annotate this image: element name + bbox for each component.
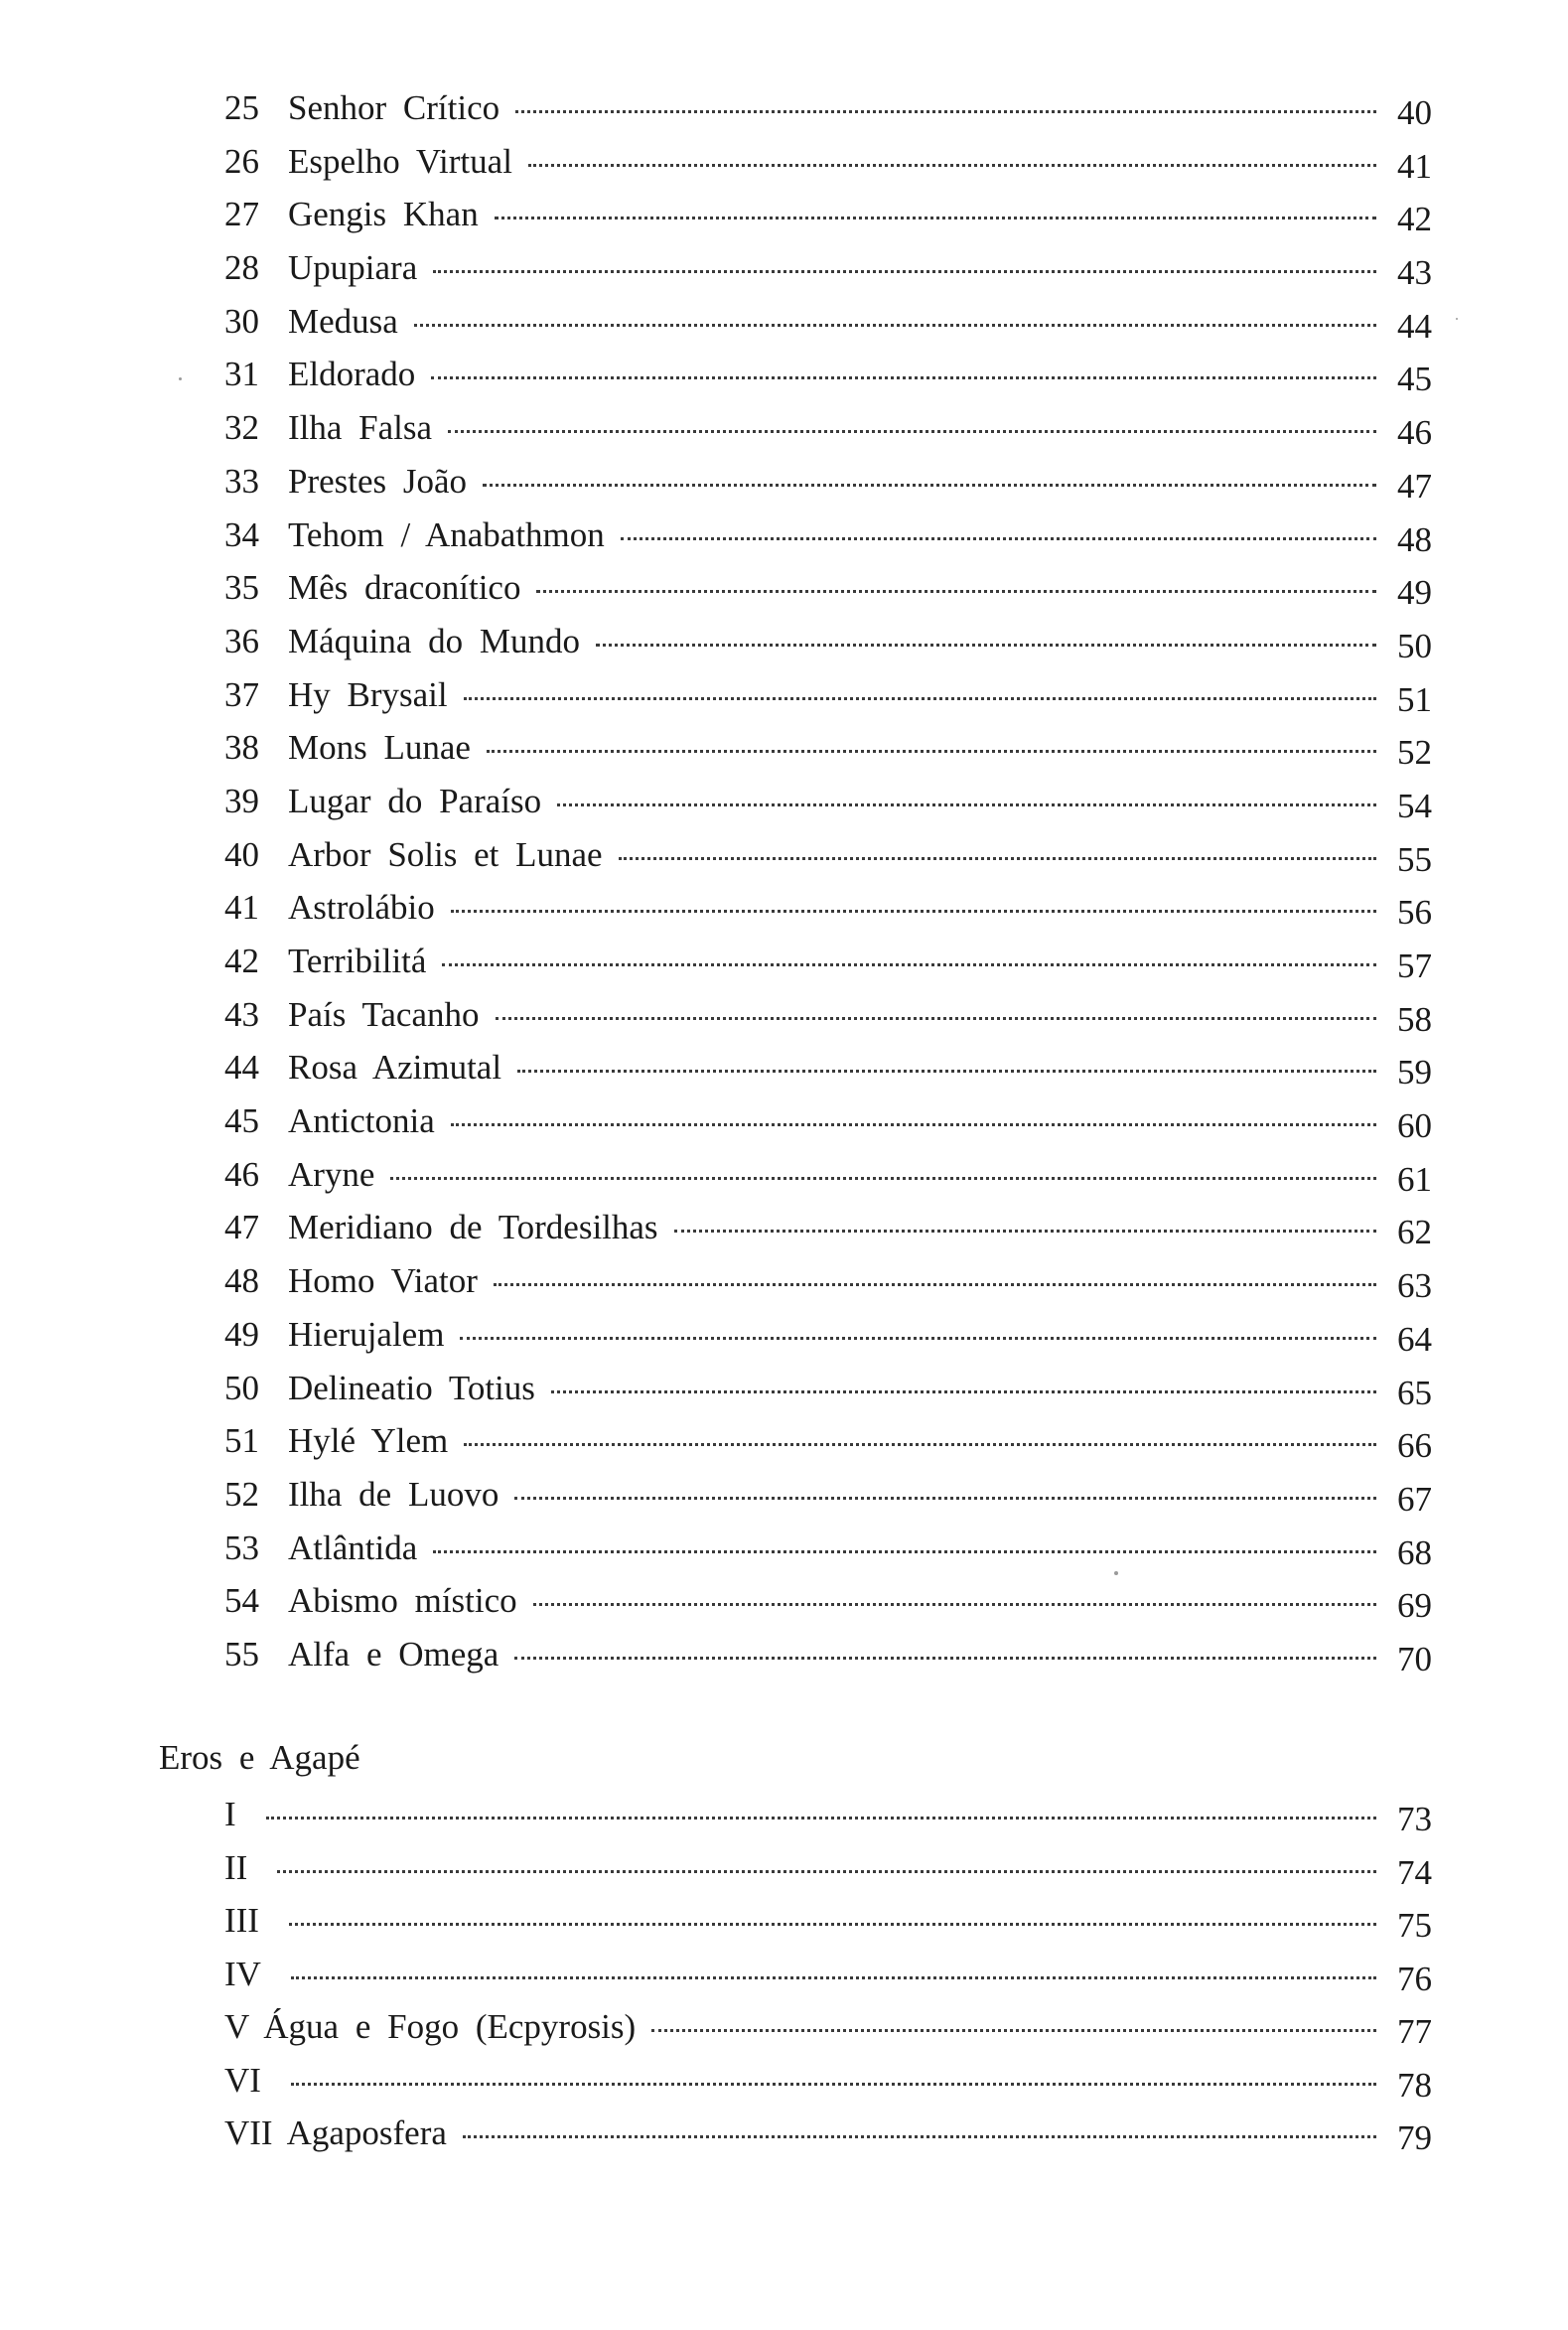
dot-leader bbox=[494, 1283, 1376, 1286]
toc-entry bbox=[224, 615, 1432, 668]
dot-leader bbox=[451, 910, 1376, 913]
toc-entry-number: 54 bbox=[224, 1581, 259, 1621]
toc-entry-page-number: 67 bbox=[1397, 1479, 1432, 1519]
toc-entry-number: 35 bbox=[224, 568, 259, 608]
dot-leader bbox=[442, 963, 1376, 966]
toc-entry-number: 44 bbox=[224, 1048, 259, 1088]
toc-entry-page-number: 45 bbox=[1397, 360, 1432, 399]
dot-leader bbox=[651, 2029, 1376, 2032]
dot-leader bbox=[464, 697, 1376, 700]
dot-leader bbox=[619, 857, 1376, 860]
dot-leader bbox=[621, 537, 1376, 540]
toc-entry-title: Espelho Virtual bbox=[288, 141, 512, 181]
toc-entry-title: Upupiara bbox=[288, 248, 418, 288]
toc-entry-page-number: 41 bbox=[1397, 146, 1432, 186]
toc-entry bbox=[224, 1788, 1432, 1841]
toc-entry-page-number: 42 bbox=[1397, 200, 1432, 239]
toc-entry-page-number: 69 bbox=[1397, 1586, 1432, 1626]
dot-leader bbox=[463, 2135, 1376, 2138]
toc-entry bbox=[224, 881, 1432, 935]
dot-leader bbox=[291, 2083, 1376, 2086]
toc-entry-number: 42 bbox=[224, 942, 259, 980]
toc-entry-title: Ilha de Luovo bbox=[288, 1474, 499, 1514]
dot-leader bbox=[289, 1923, 1376, 1926]
toc-entry-title: Antictonia bbox=[288, 1101, 435, 1141]
dot-leader bbox=[517, 1070, 1376, 1073]
toc-entry-number: 53 bbox=[224, 1528, 259, 1567]
toc-entry bbox=[224, 295, 1432, 349]
dot-leader bbox=[557, 803, 1376, 806]
dot-leader bbox=[460, 1337, 1376, 1340]
toc-entry bbox=[224, 1201, 1432, 1254]
toc-entry bbox=[224, 988, 1432, 1042]
toc-entry-number: VI bbox=[224, 2060, 261, 2100]
toc-entry-number: V bbox=[224, 2007, 250, 2046]
toc-entry-title: Eldorado bbox=[288, 355, 416, 394]
toc-entry-title: Hy Brysail bbox=[288, 674, 448, 714]
toc-entry bbox=[224, 135, 1432, 189]
toc-entry-number: 55 bbox=[224, 1634, 259, 1674]
toc-entry bbox=[224, 668, 1432, 722]
toc-entry bbox=[224, 401, 1432, 455]
toc-entry-number: 51 bbox=[224, 1421, 259, 1461]
toc-entry-number: 27 bbox=[224, 195, 259, 234]
dot-leader bbox=[536, 590, 1376, 593]
toc-entry-title: Ilha Falsa bbox=[288, 408, 433, 448]
dot-leader bbox=[674, 1230, 1376, 1233]
toc-entry bbox=[224, 1094, 1432, 1148]
toc-entry-page-number: 50 bbox=[1397, 626, 1432, 665]
toc-entry-page-number: 49 bbox=[1397, 573, 1432, 613]
toc-entry-number: 39 bbox=[224, 781, 259, 820]
toc-entry-title: Atlântida bbox=[288, 1528, 418, 1567]
section-heading: Eros e Agapé bbox=[159, 1738, 360, 1777]
table-of-contents bbox=[224, 81, 1432, 1681]
toc-entry-page-number: 77 bbox=[1397, 2012, 1432, 2051]
dot-leader bbox=[291, 1976, 1376, 1979]
toc-entry-number: III bbox=[224, 1901, 259, 1940]
toc-entry-title: Alfa e Omega bbox=[288, 1634, 499, 1674]
toc-entry-title: Arbor Solis et Lunae bbox=[288, 834, 603, 874]
toc-entry-number: 45 bbox=[224, 1101, 259, 1141]
toc-entry-number: 40 bbox=[224, 834, 259, 874]
dot-leader bbox=[433, 1550, 1376, 1553]
toc-entry-number: 33 bbox=[224, 461, 259, 501]
toc-entry bbox=[224, 241, 1432, 295]
toc-entry bbox=[224, 1308, 1432, 1362]
toc-entry-page-number: 56 bbox=[1397, 893, 1432, 933]
toc-entry-title: Delineatio Totius bbox=[288, 1368, 535, 1407]
toc-entry-number: 31 bbox=[224, 355, 259, 394]
dot-leader bbox=[528, 164, 1376, 167]
toc-entry bbox=[224, 721, 1432, 775]
toc-entry-title: Senhor Crítico bbox=[288, 88, 500, 127]
toc-entry bbox=[224, 775, 1432, 828]
toc-entry bbox=[224, 1468, 1432, 1522]
toc-entry-page-number: 62 bbox=[1397, 1213, 1432, 1252]
toc-entry bbox=[224, 81, 1432, 135]
toc-entry-number: 26 bbox=[224, 141, 259, 181]
toc-entry bbox=[224, 1894, 1432, 1948]
toc-entry-page-number: 60 bbox=[1397, 1106, 1432, 1146]
toc-entry-page-number: 52 bbox=[1397, 733, 1432, 773]
toc-entry-number: 48 bbox=[224, 1261, 259, 1301]
toc-entry bbox=[224, 1254, 1432, 1308]
toc-entry-number: 46 bbox=[224, 1154, 259, 1194]
toc-entry-title: Lugar do Paraíso bbox=[288, 781, 542, 820]
toc-entry-title: Abismo místico bbox=[288, 1581, 517, 1621]
toc-entry-page-number: 54 bbox=[1397, 786, 1432, 825]
dot-leader bbox=[596, 644, 1376, 647]
toc-entry-title: Prestes João bbox=[288, 461, 468, 501]
toc-entry bbox=[224, 2107, 1432, 2160]
toc-entry-page-number: 48 bbox=[1397, 519, 1432, 559]
toc-entry-title: Tehom / Anabathmon bbox=[288, 514, 605, 554]
toc-entry-page-number: 74 bbox=[1397, 1852, 1432, 1892]
toc-entry-number: IV bbox=[224, 1954, 261, 1993]
paper-speck bbox=[1456, 318, 1458, 320]
dot-leader bbox=[514, 1497, 1376, 1500]
toc-entry-page-number: 64 bbox=[1397, 1319, 1432, 1359]
toc-entry bbox=[224, 1148, 1432, 1202]
toc-entry-page-number: 66 bbox=[1397, 1426, 1432, 1466]
toc-entry-number: 30 bbox=[224, 301, 259, 341]
dot-leader bbox=[266, 1817, 1376, 1820]
toc-entry-title: Máquina do Mundo bbox=[288, 621, 581, 660]
toc-entry-title: Medusa bbox=[288, 301, 398, 341]
dot-leader bbox=[487, 750, 1376, 753]
dot-leader bbox=[448, 430, 1376, 433]
dot-leader bbox=[390, 1177, 1376, 1180]
toc-entry-title: Mons Lunae bbox=[288, 728, 471, 768]
toc-entry-page-number: 47 bbox=[1397, 466, 1432, 506]
dot-leader bbox=[414, 324, 1376, 327]
toc-entry-title: Hylé Ylem bbox=[288, 1421, 449, 1461]
toc-entry-page-number: 78 bbox=[1397, 2065, 1432, 2105]
toc-entry-page-number: 43 bbox=[1397, 253, 1432, 293]
toc-entry bbox=[224, 2054, 1432, 2108]
dot-leader bbox=[433, 270, 1376, 273]
toc-entry-page-number: 73 bbox=[1397, 1800, 1432, 1838]
toc-entry-number: 50 bbox=[224, 1368, 259, 1407]
toc-entry-page-number: 44 bbox=[1397, 306, 1432, 346]
toc-entry-page-number: 79 bbox=[1397, 2118, 1432, 2157]
toc-entry-title: Gengis Khan bbox=[288, 195, 479, 234]
toc-entry bbox=[224, 1041, 1432, 1094]
paper-speck bbox=[179, 377, 182, 380]
toc-entry-page-number: 70 bbox=[1397, 1639, 1432, 1678]
toc-entry-title: Hierujalem bbox=[288, 1314, 445, 1354]
dot-leader bbox=[551, 1390, 1376, 1393]
toc-entry-number: 36 bbox=[224, 621, 259, 660]
dot-leader bbox=[464, 1443, 1376, 1446]
toc-entry-number: II bbox=[224, 1847, 248, 1887]
dot-leader bbox=[277, 1870, 1376, 1873]
toc-entry-title: Rosa Azimutal bbox=[288, 1048, 502, 1088]
toc-entry-number: 28 bbox=[224, 248, 259, 288]
toc-entry-title: Astrolábio bbox=[288, 888, 435, 928]
section-contents bbox=[224, 1788, 1432, 2160]
toc-entry-number: 38 bbox=[224, 728, 259, 768]
toc-entry-page-number: 40 bbox=[1397, 93, 1432, 132]
toc-entry-page-number: 46 bbox=[1397, 413, 1432, 453]
dot-leader bbox=[496, 1017, 1376, 1020]
toc-entry-page-number: 61 bbox=[1397, 1159, 1432, 1199]
toc-entry-title: País Tacanho bbox=[288, 994, 480, 1034]
paper-speck bbox=[1114, 1571, 1118, 1575]
toc-entry-number: 37 bbox=[224, 674, 259, 714]
toc-entry-number: I bbox=[224, 1795, 236, 1833]
toc-entry-number: 25 bbox=[224, 88, 259, 127]
toc-entry bbox=[224, 2000, 1432, 2054]
toc-entry-number: 34 bbox=[224, 514, 259, 554]
toc-entry-number: 47 bbox=[224, 1208, 259, 1247]
toc-entry-title: Agaposfera bbox=[286, 2113, 447, 2152]
dot-leader bbox=[431, 376, 1376, 379]
toc-entry-number: 43 bbox=[224, 994, 259, 1034]
toc-entry-number: VII bbox=[224, 2113, 273, 2152]
toc-entry-page-number: 65 bbox=[1397, 1373, 1432, 1412]
toc-entry-number: 41 bbox=[224, 888, 259, 928]
toc-entry bbox=[224, 1948, 1432, 2001]
toc-entry bbox=[224, 828, 1432, 882]
dot-leader bbox=[483, 484, 1376, 487]
toc-entry bbox=[224, 1522, 1432, 1575]
dot-leader bbox=[451, 1123, 1376, 1126]
dot-leader bbox=[495, 217, 1376, 219]
toc-entry-number: 49 bbox=[224, 1314, 259, 1354]
toc-entry bbox=[224, 1574, 1432, 1628]
toc-entry-page-number: 75 bbox=[1397, 1906, 1432, 1945]
toc-entry bbox=[224, 561, 1432, 615]
toc-entry bbox=[224, 509, 1432, 562]
toc-entry-title: Água e Fogo (Ecpyrosis) bbox=[263, 2007, 637, 2046]
toc-entry bbox=[224, 188, 1432, 241]
toc-entry-page-number: 68 bbox=[1397, 1532, 1432, 1572]
toc-entry-page-number: 51 bbox=[1397, 679, 1432, 719]
toc-entry-page-number: 57 bbox=[1397, 947, 1432, 985]
toc-entry bbox=[224, 1841, 1432, 1895]
toc-entry bbox=[224, 1362, 1432, 1415]
toc-entry bbox=[224, 1628, 1432, 1681]
toc-entry-page-number: 55 bbox=[1397, 839, 1432, 879]
dot-leader bbox=[533, 1603, 1376, 1606]
toc-entry-title: Homo Viator bbox=[288, 1261, 478, 1301]
toc-entry-title: Terribilitá bbox=[288, 942, 427, 980]
toc-entry-number: 52 bbox=[224, 1474, 259, 1514]
toc-entry-title: Aryne bbox=[288, 1154, 375, 1194]
toc-entry bbox=[224, 455, 1432, 509]
toc-entry-title: Mês draconítico bbox=[288, 568, 521, 608]
dot-leader bbox=[515, 110, 1376, 113]
toc-entry-page-number: 76 bbox=[1397, 1959, 1432, 1998]
toc-entry bbox=[224, 935, 1432, 988]
toc-entry-page-number: 59 bbox=[1397, 1053, 1432, 1092]
dot-leader bbox=[514, 1657, 1376, 1660]
toc-entry-page-number: 58 bbox=[1397, 999, 1432, 1039]
toc-entry-title: Meridiano de Tordesilhas bbox=[288, 1208, 658, 1247]
toc-entry-number: 32 bbox=[224, 408, 259, 448]
toc-entry bbox=[224, 348, 1432, 401]
toc-entry-page-number: 63 bbox=[1397, 1266, 1432, 1306]
toc-entry bbox=[224, 1414, 1432, 1468]
